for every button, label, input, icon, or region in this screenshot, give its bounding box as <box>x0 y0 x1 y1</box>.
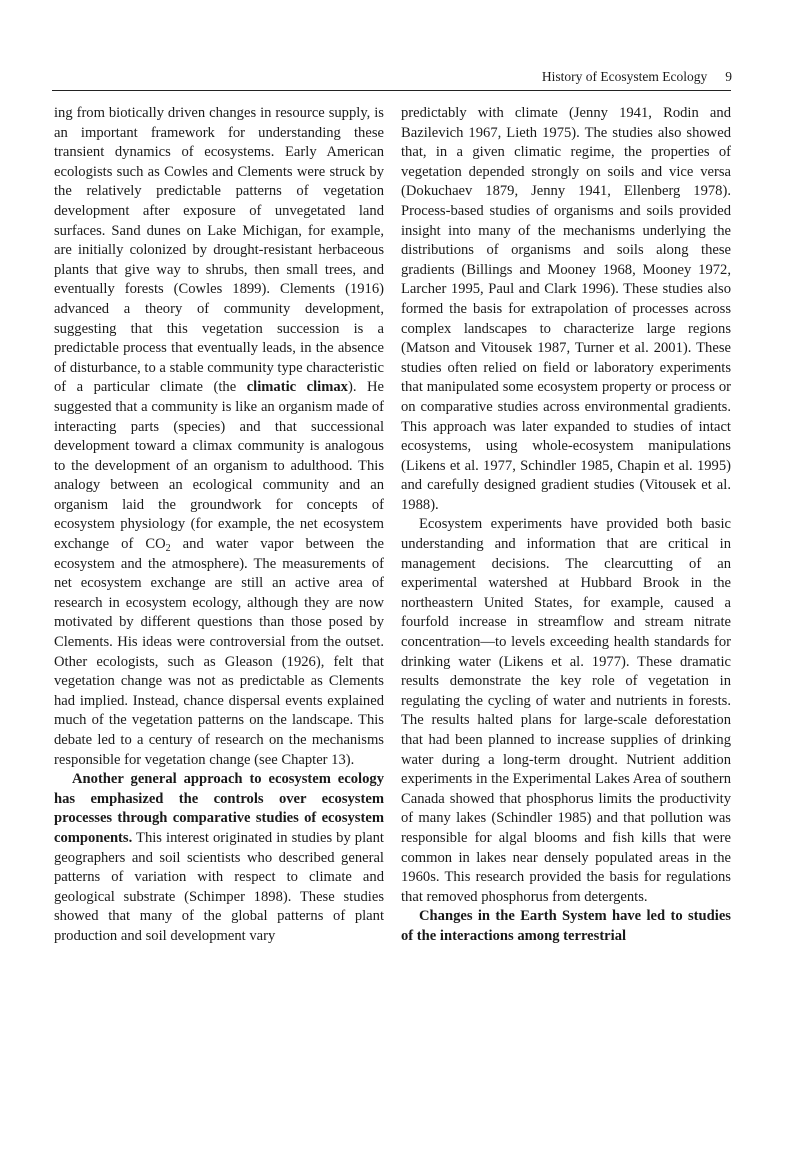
right-p3-lead-bold: Changes in the Earth System have led to studies of the interactions among terrestrial <box>401 908 731 944</box>
right-column <box>401 104 731 947</box>
page-number: 9 <box>725 69 732 84</box>
left-p1-text-end: and water vapor between the ecosystem and the atmosphere). The measurements of net ecosystem exchange are still an active area of research in ecosystem ecology, although they are now motivated by different questions than those posed by Clements. His ideas were controversial from the outset. Other ecologists, such as Gleason (1926), felt that vegetation change was not as predictable as Clements had implied. Instead, chance dispersal events explained much of the vegetation patterns on the landscape. This debate led to a century of research on the mechanisms responsible for vegetation change (see Chapter 13). <box>54 536 384 768</box>
left-p1-text-start: ing from biotically driven changes in resource supply, is an important framework for understanding these transient dynamics of ecosystems. Early American ecologists such as Cowles and Clements were struck by the relatively predictable patterns of vegetation development after exposure of unvegetated land surfaces. Sand dunes on Lake Michigan, for example, are initially colonized by drought-resistant herbaceous plants that give way to shrubs, then small trees, and eventually forests (Cowles 1899). Clements (1916) advanced a theory of community development, suggesting that this vegetation succession is a predictable process that eventually leads, in the absence of disturbance, to a stable community type characteristic of a particular climate (the <box>54 105 384 396</box>
left-paragraph-1 <box>54 104 384 770</box>
right-paragraph-3 <box>401 907 731 946</box>
running-head-title: History of Ecosystem Ecology <box>541 69 708 84</box>
running-head <box>52 69 732 89</box>
right-paragraph-2: Ecosystem experiments have provided both basic understanding and information that are critical in management decisions. The clearcutting of an experimental watershed at Hubbard Brook in the northeastern United States, for example, caused a fourfold increase in streamflow and stream nitrate concentration—to levels exceeding health standards for drinking water (Likens et al. 1977). These dramatic results demonstrate the key role of vegetation in regulating the cycling of water and nutrients in forests. The results halted plans for large-scale deforestation that had been planned to increase supplies of drinking water during a long-term drought. Nutrient addition experiments in the Experimental Lakes Area of southern Canada showed that phosphorus limits the productivity of many lakes (Schindler 1985) and that pollution was responsible for algal blooms and fish kills that were common in lakes near densely populated areas in the 1960s. This research provided the basis for regulations that removed phosphorus from detergents. <box>401 516 731 905</box>
co2-subscript: 2 <box>165 543 171 555</box>
left-column <box>54 104 384 947</box>
left-paragraph-2 <box>54 770 384 946</box>
header-rule <box>52 90 731 91</box>
climatic-climax-term: climatic climax <box>246 379 348 396</box>
left-p2-text: This interest originated in studies by plant geographers and soil scientists who described general patterns of variation with respect to climate and geological substrate (Schimper 1898). These studies showed that many of the global patterns of plant production and soil development vary <box>54 829 384 944</box>
right-paragraph-1: predictably with climate (Jenny 1941, Rodin and Bazilevich 1967, Lieth 1975). The studies also showed that, in a given climatic regime, the properties of vegetation depended strongly on soils and vice versa (Dokuchaev 1879, Jenny 1941, Ellenberg 1978). Process-based studies of organisms and soils provided insight into many of the mechanisms underlying the distributions of organisms and soils along these gradients (Billings and Mooney 1968, Mooney 1972, Larcher 1995, Paul and Clark 1996). These studies also formed the basis for extrapolation of processes across complex landscapes to characterize large regions (Matson and Vitousek 1987, Turner et al. 2001). These studies often relied on field or laboratory experiments that manipulated some ecosystem property or process or on comparative studies across environmental gradients. This approach was later expanded to studies of intact ecosystems, using whole-ecosystem manipulations (Likens et al. 1977, Schindler 1985, Chapin et al. 1995) and carefully designed gradient studies (Vitousek et al. 1988). <box>401 105 731 513</box>
left-p1-text-mid: ). He suggested that a community is like an organism made of interacting parts (species) and that successional development toward a climax community is analogous to the development of an organism to adulthood. This analogy between an ecological community and an organism laid the groundwork for concepts of ecosystem physiology (for example, the net ecosystem exchange of CO <box>54 379 384 553</box>
left-p2-lead-bold: Another general approach to ecosystem ecology has emphasized the controls over ecosystem processes through comparative studies of ecosystem components. <box>54 771 384 846</box>
